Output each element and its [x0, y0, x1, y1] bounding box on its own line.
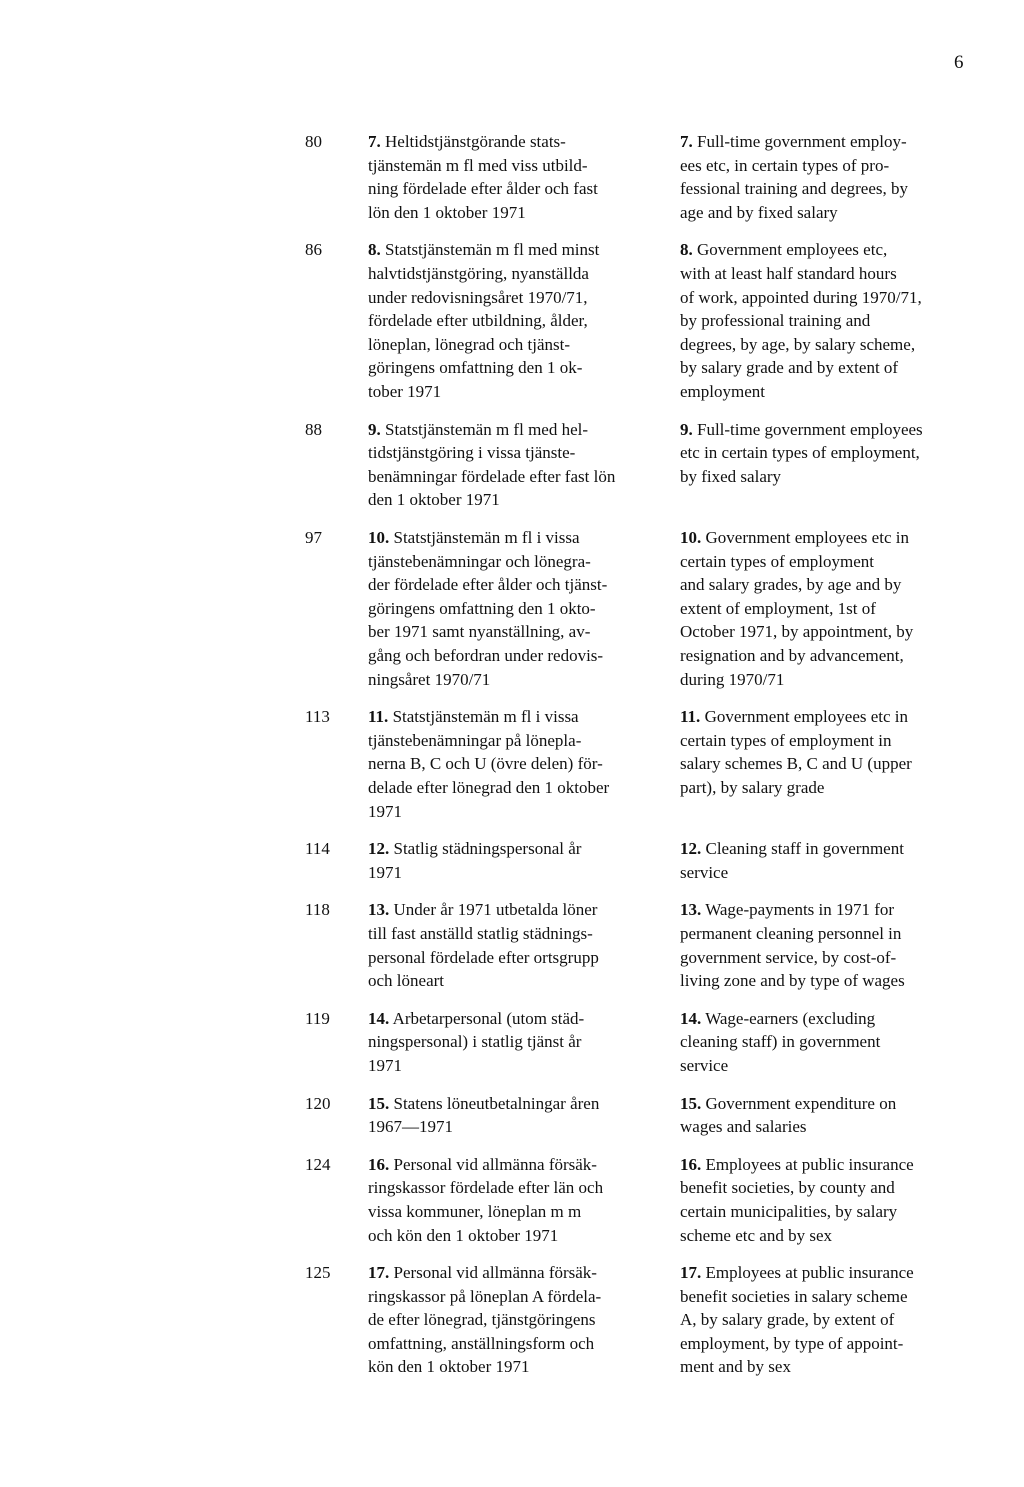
english-title-line [680, 177, 980, 201]
swedish-title-line [368, 776, 660, 800]
swedish-title-line [368, 418, 660, 442]
line-text: 1971 [368, 862, 402, 882]
line-text: Arbetarpersonal (utom städ- [392, 1008, 585, 1028]
toc-page-ref: 119 [305, 1008, 330, 1028]
line-text: ningspersonal) i statlig tjänst år [368, 1032, 582, 1052]
english-title-line [680, 1054, 980, 1078]
swedish-title-line [368, 969, 660, 993]
swedish-title-line [368, 922, 660, 946]
swedish-title-line [368, 573, 660, 597]
line-text: Full-time government employees [697, 419, 923, 439]
swedish-title-line [368, 1054, 660, 1078]
line-text: cleaning staff) in government [680, 1032, 881, 1052]
line-text: ber 1971 samt nyanställning, av- [368, 622, 591, 642]
toc-entry [0, 130, 1024, 224]
english-title-line [680, 201, 980, 225]
table-number: 10. [680, 527, 702, 547]
line-text: Government employees etc, [697, 240, 888, 260]
table-number: 15. [368, 1093, 390, 1113]
english-title-line [680, 1200, 980, 1224]
line-text: permanent cleaning personnel in [680, 923, 902, 943]
line-text: Employees at public insurance [705, 1263, 914, 1283]
swedish-title [368, 238, 660, 403]
line-text: ringskassor fördelade efter län och [368, 1178, 604, 1198]
english-title-line [680, 644, 980, 668]
line-text: part), by salary grade [680, 777, 825, 797]
line-text: certain types of employment [680, 551, 875, 571]
table-number: 17. [680, 1263, 702, 1283]
swedish-title [368, 418, 660, 512]
swedish-title [368, 526, 660, 691]
swedish-title [368, 898, 660, 992]
line-text: göringens omfattning den 1 okto- [368, 598, 596, 618]
line-text: service [680, 862, 729, 882]
swedish-title-line [368, 1355, 660, 1379]
toc-page-ref: 97 [305, 527, 322, 547]
line-text: Personal vid allmänna försäk- [393, 1154, 597, 1174]
swedish-title-line [368, 1261, 660, 1285]
line-text: tjänstebenämningar och lönegra- [368, 551, 591, 571]
line-text: service [680, 1055, 729, 1075]
line-text: tidstjänstgöring i vissa tjänste- [368, 443, 576, 463]
toc-entry [0, 418, 1024, 512]
line-text: government service, by cost-of- [680, 947, 897, 967]
swedish-title-line [368, 333, 660, 357]
english-title-line [680, 1030, 980, 1054]
swedish-title-line [368, 898, 660, 922]
line-text: nerna B, C och U (övre delen) för- [368, 754, 603, 774]
english-title [680, 898, 980, 992]
line-text: fördelade efter utbildning, ålder, [368, 311, 588, 331]
line-text: certain municipalities, by salary [680, 1201, 898, 1221]
swedish-title-line [368, 309, 660, 333]
english-title-line [680, 1176, 980, 1200]
english-title-line [680, 1115, 980, 1139]
line-text: certain types of employment in [680, 730, 892, 750]
line-text: de efter lönegrad, tjänstgöringens [368, 1310, 596, 1330]
table-number: 10. [368, 527, 390, 547]
english-title [680, 1261, 980, 1379]
swedish-title-line [368, 800, 660, 824]
line-text: tober 1971 [368, 381, 442, 401]
swedish-title-line [368, 1092, 660, 1116]
swedish-title-line [368, 1332, 660, 1356]
swedish-title-line [368, 1030, 660, 1054]
line-text: Personal vid allmänna försäk- [393, 1263, 597, 1283]
english-title [680, 1153, 980, 1247]
swedish-title-line [368, 1200, 660, 1224]
table-number: 8. [680, 240, 693, 260]
line-text: etc in certain types of employment, [680, 443, 920, 463]
english-title-line [680, 1224, 980, 1248]
english-title [680, 418, 980, 489]
line-text: Wage-earners (excluding [705, 1008, 876, 1028]
table-number: 13. [680, 900, 702, 920]
line-text: October 1971, by appointment, by [680, 622, 914, 642]
english-title [680, 1092, 980, 1139]
line-text: vissa kommuner, löneplan m m [368, 1201, 582, 1221]
swedish-title-line [368, 1285, 660, 1309]
table-number: 14. [368, 1008, 390, 1028]
line-text: tjänstemän m fl med viss utbild- [368, 155, 588, 175]
english-title-line [680, 1308, 980, 1332]
english-title-line [680, 262, 980, 286]
table-number: 13. [368, 900, 390, 920]
toc-entry [0, 705, 1024, 823]
english-title-line [680, 286, 980, 310]
swedish-title [368, 837, 660, 884]
english-title-line [680, 597, 980, 621]
toc-entry [0, 1261, 1024, 1379]
page-number: 6 [954, 52, 964, 73]
toc-entry [0, 898, 1024, 992]
line-text: Government expenditure on [705, 1093, 897, 1113]
line-text: löneplan, lönegrad och tjänst- [368, 334, 571, 354]
english-title-line [680, 1007, 980, 1031]
toc-page-ref: 120 [305, 1093, 331, 1113]
english-title-line [680, 154, 980, 178]
line-text: Government employees etc in [705, 527, 909, 547]
line-text: Government employees etc in [704, 707, 909, 727]
line-text: benefit societies in salary scheme [680, 1286, 908, 1306]
line-text: extent of employment, 1st of [680, 598, 876, 618]
line-text: Cleaning staff in government [705, 839, 904, 859]
line-text: Statlig städningspersonal år [393, 839, 582, 859]
english-title-line [680, 465, 980, 489]
toc-entry [0, 526, 1024, 691]
english-title-line [680, 776, 980, 800]
swedish-title-line [368, 1176, 660, 1200]
toc-entry [0, 837, 1024, 884]
line-text: by fixed salary [680, 466, 782, 486]
swedish-title-line [368, 861, 660, 885]
line-text: salary schemes B, C and U (upper [680, 754, 912, 774]
line-text: delade efter lönegrad den 1 oktober [368, 777, 610, 797]
line-text: benefit societies, by county and [680, 1178, 895, 1198]
swedish-title [368, 1153, 660, 1247]
english-title [680, 130, 980, 224]
swedish-title-line [368, 154, 660, 178]
line-text: age and by fixed salary [680, 202, 838, 222]
swedish-title [368, 705, 660, 823]
english-title-line [680, 1092, 980, 1116]
swedish-title-line [368, 380, 660, 404]
line-text: lön den 1 oktober 1971 [368, 202, 526, 222]
swedish-title-line [368, 668, 660, 692]
swedish-title-line [368, 441, 660, 465]
line-text: of work, appointed during 1970/71, [680, 287, 922, 307]
english-title-line [680, 130, 980, 154]
table-number: 7. [368, 132, 381, 151]
table-number: 12. [368, 839, 390, 859]
swedish-title-line [368, 946, 660, 970]
line-text: and salary grades, by age and by [680, 575, 902, 595]
table-number: 7. [680, 132, 693, 151]
line-text: Statstjänstemän m fl med hel- [385, 419, 589, 439]
line-text: der fördelade efter ålder och tjänst- [368, 575, 608, 595]
swedish-title-line [368, 286, 660, 310]
swedish-title-line [368, 356, 660, 380]
swedish-title [368, 130, 660, 224]
english-title-line [680, 1332, 980, 1356]
swedish-title [368, 1092, 660, 1139]
line-text: Full-time government employ- [697, 132, 907, 151]
line-text: A, by salary grade, by extent of [680, 1310, 895, 1330]
swedish-title-line [368, 1115, 660, 1139]
swedish-title-line [368, 1308, 660, 1332]
table-number: 8. [368, 240, 381, 260]
line-text: till fast anställd statlig städnings- [368, 923, 593, 943]
line-text: ningsåret 1970/71 [368, 669, 491, 689]
swedish-title-line [368, 705, 660, 729]
line-text: Under år 1971 utbetalda löner [393, 900, 598, 920]
line-text: halvtidstjänstgöring, nyanställda [368, 263, 589, 283]
toc-page-ref: 86 [305, 240, 322, 260]
table-number: 12. [680, 839, 702, 859]
english-title-line [680, 526, 980, 550]
swedish-title-line [368, 130, 660, 154]
english-title-line [680, 441, 980, 465]
english-title-line [680, 946, 980, 970]
line-text: gång och befordran under redovis- [368, 645, 604, 665]
line-text: Statstjänstemän m fl i vissa [393, 527, 580, 547]
swedish-title-line [368, 201, 660, 225]
swedish-title-line [368, 488, 660, 512]
line-text: ringskassor på löneplan A fördela- [368, 1286, 602, 1306]
table-number: 16. [368, 1154, 390, 1174]
english-title-line [680, 898, 980, 922]
english-title-line [680, 668, 980, 692]
toc-page-ref: 124 [305, 1154, 331, 1174]
english-title-line [680, 620, 980, 644]
line-text: fessional training and degrees, by [680, 179, 909, 199]
table-number: 11. [368, 707, 389, 727]
swedish-title-line [368, 526, 660, 550]
english-title-line [680, 550, 980, 574]
line-text: 1971 [368, 801, 402, 821]
toc-entry [0, 238, 1024, 403]
swedish-title-line [368, 597, 660, 621]
english-title-line [680, 729, 980, 753]
table-number: 16. [680, 1154, 702, 1174]
toc-entry [0, 1153, 1024, 1247]
line-text: Statstjänstemän m fl i vissa [392, 707, 579, 727]
line-text: personal fördelade efter ortsgrupp [368, 947, 599, 967]
line-text: 1967—1971 [368, 1117, 453, 1137]
toc-page-ref: 125 [305, 1263, 331, 1283]
swedish-title-line [368, 620, 660, 644]
english-title-line [680, 418, 980, 442]
line-text: Wage-payments in 1971 for [705, 900, 895, 920]
english-title [680, 1007, 980, 1078]
line-text: och löneart [368, 971, 444, 991]
swedish-title-line [368, 238, 660, 262]
english-title [680, 705, 980, 799]
table-number: 9. [680, 419, 693, 439]
line-text: ning fördelade efter ålder och fast [368, 179, 598, 199]
swedish-title [368, 1261, 660, 1379]
table-of-contents [0, 130, 1024, 1393]
toc-page-ref: 113 [305, 707, 330, 727]
english-title [680, 238, 980, 403]
swedish-title-line [368, 1153, 660, 1177]
line-text: benämningar fördelade efter fast lön [368, 466, 616, 486]
swedish-title-line [368, 752, 660, 776]
swedish-title-line [368, 262, 660, 286]
line-text: den 1 oktober 1971 [368, 490, 500, 510]
line-text: scheme etc and by sex [680, 1225, 832, 1245]
swedish-title-line [368, 1224, 660, 1248]
english-title-line [680, 238, 980, 262]
english-title-line [680, 752, 980, 776]
table-number: 11. [680, 707, 701, 727]
line-text: under redovisningsåret 1970/71, [368, 287, 588, 307]
line-text: Heltidstjänstgörande stats- [385, 132, 566, 151]
swedish-title-line [368, 837, 660, 861]
english-title-line [680, 1355, 980, 1379]
swedish-title-line [368, 550, 660, 574]
toc-entry [0, 1007, 1024, 1078]
table-number: 17. [368, 1263, 390, 1283]
line-text: by professional training and [680, 311, 871, 331]
line-text: ment and by sex [680, 1357, 791, 1377]
swedish-title-line [368, 644, 660, 668]
line-text: by salary grade and by extent of [680, 358, 899, 378]
english-title [680, 526, 980, 691]
swedish-title [368, 1007, 660, 1078]
toc-page-ref: 118 [305, 900, 330, 920]
line-text: wages and salaries [680, 1117, 807, 1137]
line-text: omfattning, anställningsform och [368, 1333, 595, 1353]
line-text: och kön den 1 oktober 1971 [368, 1225, 559, 1245]
line-text: 1971 [368, 1055, 402, 1075]
english-title-line [680, 1153, 980, 1177]
swedish-title-line [368, 1007, 660, 1031]
english-title-line [680, 861, 980, 885]
line-text: tjänstebenämningar på lönepla- [368, 730, 582, 750]
toc-page-ref: 88 [305, 419, 322, 439]
english-title-line [680, 1261, 980, 1285]
line-text: with at least half standard hours [680, 263, 897, 283]
line-text: kön den 1 oktober 1971 [368, 1357, 530, 1377]
line-text: degrees, by age, by salary scheme, [680, 334, 916, 354]
english-title [680, 837, 980, 884]
english-title-line [680, 922, 980, 946]
toc-page-ref: 80 [305, 132, 322, 151]
toc-page-ref: 114 [305, 839, 330, 859]
line-text: employment, by type of appoint- [680, 1333, 904, 1353]
english-title-line [680, 573, 980, 597]
english-title-line [680, 356, 980, 380]
line-text: Employees at public insurance [705, 1154, 914, 1174]
table-number: 9. [368, 419, 381, 439]
english-title-line [680, 333, 980, 357]
line-text: göringens omfattning den 1 ok- [368, 358, 583, 378]
english-title-line [680, 837, 980, 861]
english-title-line [680, 1285, 980, 1309]
table-number: 14. [680, 1008, 702, 1028]
english-title-line [680, 705, 980, 729]
table-number: 15. [680, 1093, 702, 1113]
toc-entry [0, 1092, 1024, 1139]
swedish-title-line [368, 465, 660, 489]
line-text: resignation and by advancement, [680, 645, 904, 665]
swedish-title-line [368, 177, 660, 201]
english-title-line [680, 969, 980, 993]
english-title-line [680, 309, 980, 333]
line-text: employment [680, 381, 765, 401]
line-text: during 1970/71 [680, 669, 785, 689]
line-text: Statens löneutbetalningar åren [393, 1093, 600, 1113]
swedish-title-line [368, 729, 660, 753]
line-text: living zone and by type of wages [680, 971, 905, 991]
line-text: ees etc, in certain types of pro- [680, 155, 890, 175]
line-text: Statstjänstemän m fl med minst [385, 240, 600, 260]
english-title-line [680, 380, 980, 404]
